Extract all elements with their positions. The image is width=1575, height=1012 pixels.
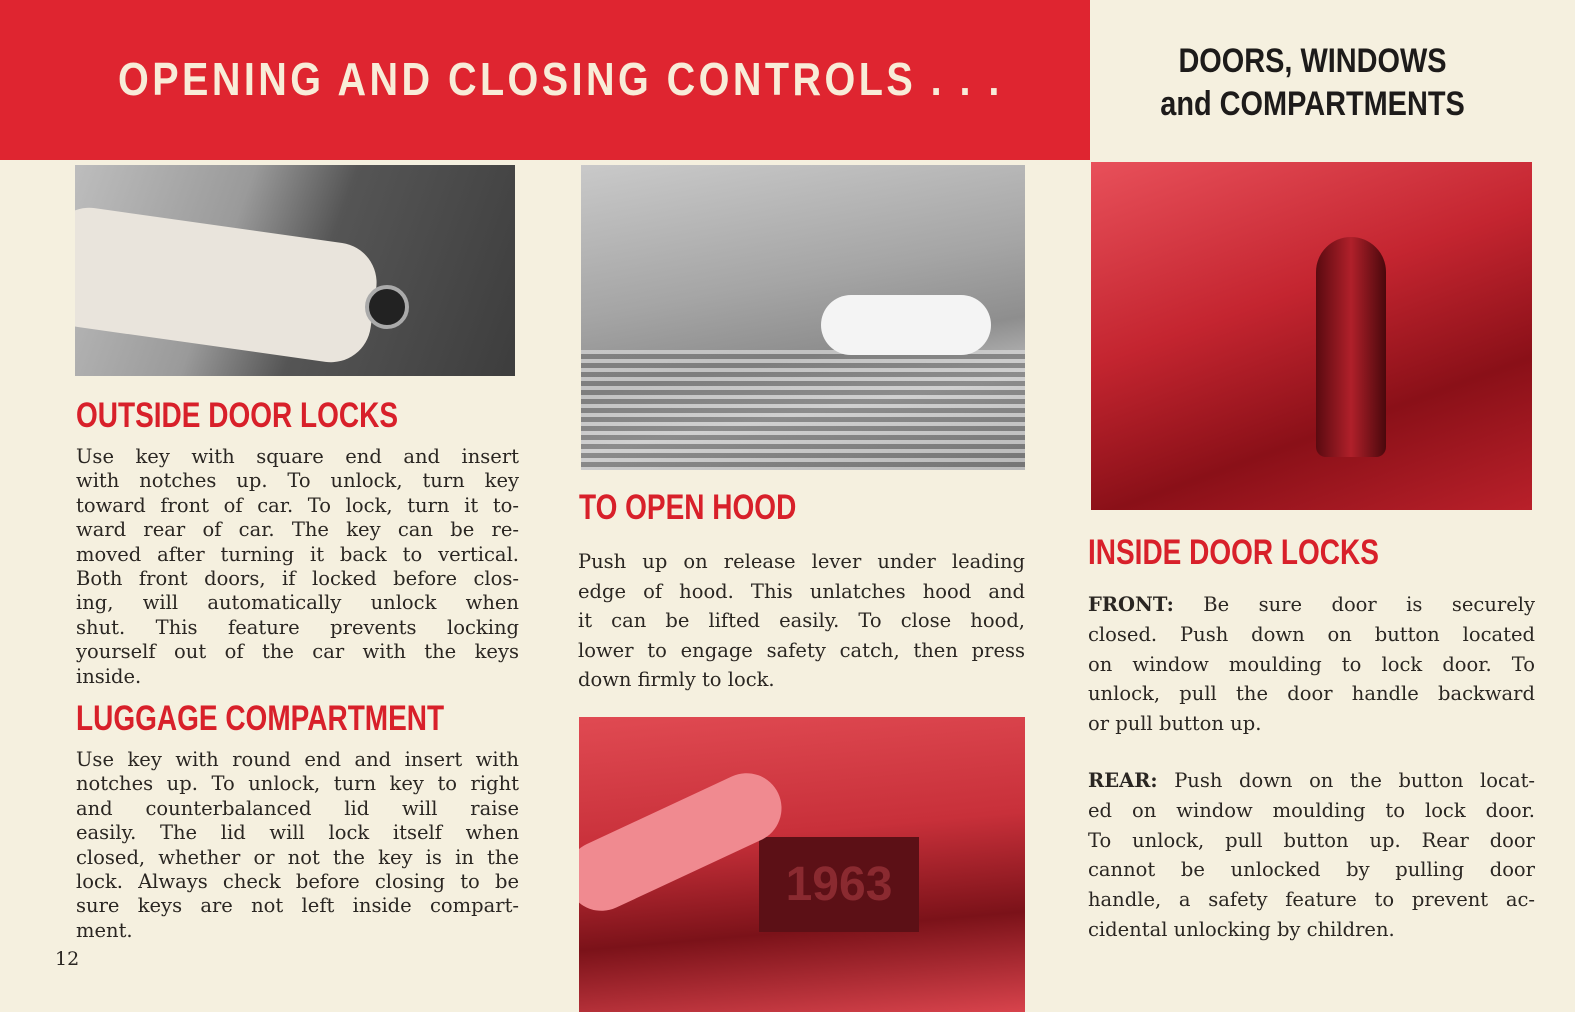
photo-hood-release — [581, 165, 1025, 470]
title-banner — [0, 0, 1090, 160]
text-line: with notches up. To unlock, turn key — [76, 469, 519, 493]
text-line: closed, whether or not the key is in the — [76, 845, 519, 869]
text-line: on window moulding to lock door. To — [1088, 652, 1535, 676]
text-line: cidental unlocking by children. — [1088, 917, 1395, 941]
lock-knob-image — [1316, 237, 1386, 457]
glove-hand-image — [821, 295, 991, 355]
text-line: moved after turning it back to vertical. — [76, 542, 519, 566]
text-line: lower to engage safety catch, then press — [578, 638, 1025, 662]
text-line: notches up. To unlock, turn key to right — [76, 772, 519, 796]
text-line: edge of hood. This unlatches hood and — [578, 579, 1025, 603]
text-line: closed. Push down on button located — [1088, 622, 1535, 646]
text-line: To unlock, pull button up. Rear door — [1088, 828, 1535, 852]
text-inside-door-locks-front — [1088, 590, 1535, 739]
lead-label: FRONT: — [1088, 593, 1174, 616]
text-line: and counterbalanced lid will raise — [76, 796, 519, 820]
text-line: handle, a safety feature to prevent ac- — [1088, 888, 1535, 912]
text-line-content: Be sure door is securely — [1173, 593, 1535, 616]
heading-open-hood: TO OPEN HOOD — [579, 488, 797, 527]
text-line: sure keys are not left inside compart- — [76, 894, 519, 918]
heading-luggage-compartment: LUGGAGE COMPARTMENT — [76, 699, 445, 738]
photo-inside-door-lock-button — [1091, 162, 1532, 510]
section-title-line-2: and COMPARTMENTS — [1160, 85, 1465, 123]
text-outside-door-locks — [76, 445, 519, 689]
text-line: ing, will automatically unlock when — [76, 591, 519, 615]
text-line: cannot be unlocked by pulling door — [1088, 858, 1535, 882]
text-open-hood — [578, 547, 1025, 695]
photo-outside-door-lock — [75, 165, 515, 376]
text-line: Use key with round end and insert with — [76, 748, 519, 771]
text-inside-door-locks-rear — [1088, 766, 1535, 945]
heading-outside-door-locks: OUTSIDE DOOR LOCKS — [76, 396, 399, 435]
text-line: it can be lifted easily. To close hood, — [578, 609, 1025, 633]
text-line: inside. — [76, 664, 142, 688]
page-number: 12 — [55, 948, 80, 970]
grille-image — [581, 350, 1025, 470]
text-line: Both front doors, if locked before clos- — [76, 567, 519, 591]
text-line: shut. This feature prevents locking — [76, 615, 519, 639]
hand-image — [75, 203, 382, 368]
text-line: yourself out of the car with the keys — [76, 640, 519, 664]
text-line: or pull button up. — [1088, 712, 1262, 736]
text-line: Use key with square end and insert — [76, 445, 519, 468]
text-line-content: Push down on the button locat- — [1157, 769, 1535, 792]
section-title — [1110, 40, 1515, 126]
text-line: ment. — [76, 918, 133, 942]
text-line: Push up on release lever under leading — [578, 550, 1025, 573]
section-title-line-1: DOORS, WINDOWS — [1178, 42, 1447, 80]
text-line: toward front of car. To lock, turn it to- — [76, 493, 519, 517]
heading-inside-door-locks: INSIDE DOOR LOCKS — [1088, 533, 1379, 572]
text-line — [1088, 590, 1535, 620]
text-line: unlock, pull the door handle backward — [1088, 682, 1535, 706]
text-line: down firmly to lock. — [578, 668, 775, 692]
text-line — [1088, 766, 1535, 796]
lead-label: REAR: — [1088, 769, 1158, 792]
photo-luggage-compartment-lock — [579, 717, 1025, 1012]
lock-cylinder-image — [365, 285, 409, 329]
text-luggage-compartment — [76, 748, 519, 943]
page-title: OPENING AND CLOSING CONTROLS . . . — [118, 53, 1003, 105]
text-line: easily. The lid will lock itself when — [76, 821, 519, 845]
license-plate-image: 1963 — [759, 837, 919, 932]
text-line: ed on window moulding to lock door. — [1088, 798, 1535, 822]
text-line: ward rear of car. The key can be re- — [76, 518, 519, 542]
text-line: lock. Always check before closing to be — [76, 870, 519, 894]
